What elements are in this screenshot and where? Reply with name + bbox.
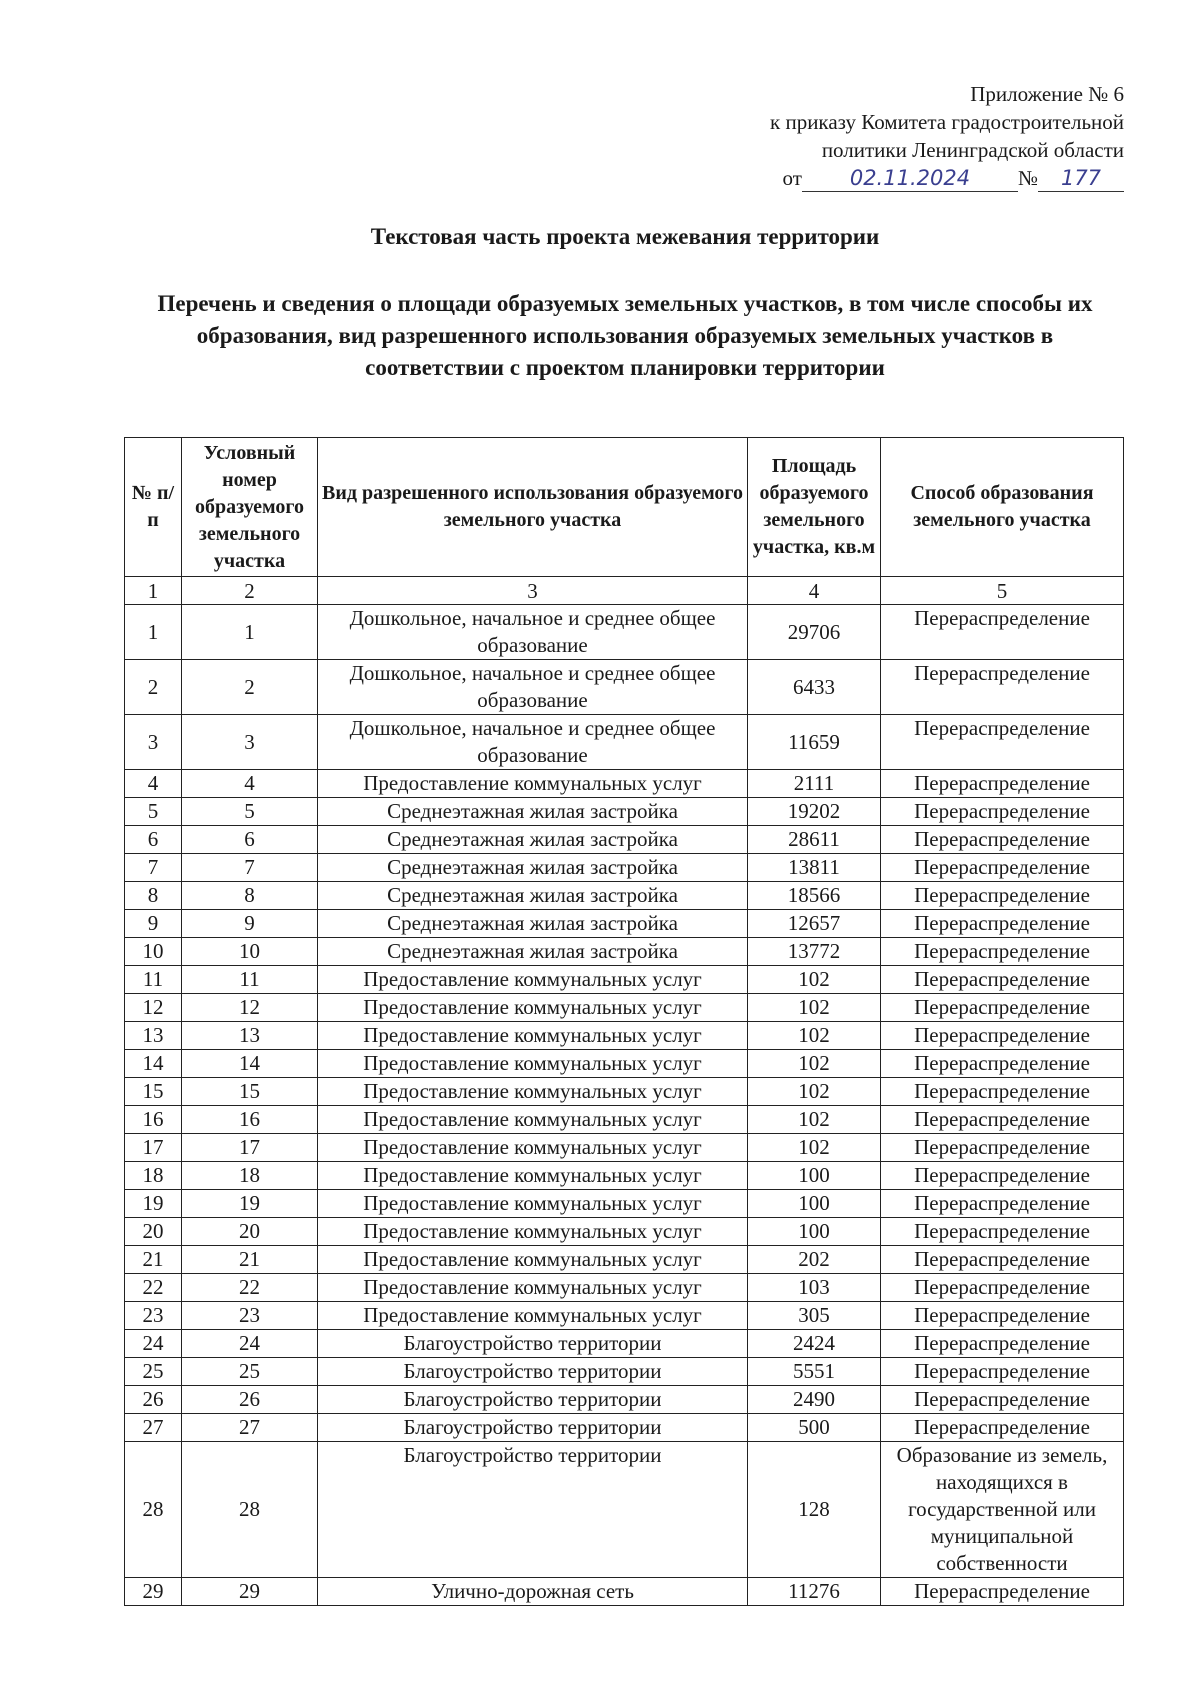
cell-plot-number: 7 <box>182 854 318 882</box>
table-row <box>125 660 1124 715</box>
cell-row-number: 12 <box>125 994 182 1022</box>
cell-area: 100 <box>748 1162 881 1190</box>
cell-row-number: 26 <box>125 1386 182 1414</box>
cell-plot-number: 10 <box>182 938 318 966</box>
cell-plot-number: 3 <box>182 715 318 770</box>
cell-area: 102 <box>748 994 881 1022</box>
table-row <box>125 1106 1124 1134</box>
table-row <box>125 1162 1124 1190</box>
table-row <box>125 715 1124 770</box>
cell-area: 202 <box>748 1246 881 1274</box>
cell-area: 11276 <box>748 1578 881 1606</box>
cell-row-number: 18 <box>125 1162 182 1190</box>
cell-formation-method: Перераспределение <box>881 966 1124 994</box>
cell-permitted-use: Среднеэтажная жилая застройка <box>318 882 748 910</box>
cell-row-number: 19 <box>125 1190 182 1218</box>
cell-row-number: 11 <box>125 966 182 994</box>
cell-plot-number: 12 <box>182 994 318 1022</box>
cell-formation-method: Перераспределение <box>881 1414 1124 1442</box>
appendix-header <box>770 80 1124 192</box>
cell-row-number: 13 <box>125 1022 182 1050</box>
cell-formation-method: Перераспределение <box>881 1022 1124 1050</box>
document-title: Текстовая часть проекта межевания территории <box>370 224 880 249</box>
cell-area: 13811 <box>748 854 881 882</box>
cell-row-number: 27 <box>125 1414 182 1442</box>
cell-area: 2424 <box>748 1330 881 1358</box>
cell-permitted-use: Предоставление коммунальных услуг <box>318 1218 748 1246</box>
table-row <box>125 966 1124 994</box>
cell-area: 28611 <box>748 826 881 854</box>
header-plot-number: Условный номер образуемого земельного участка <box>182 438 318 577</box>
cell-area: 11659 <box>748 715 881 770</box>
cell-plot-number: 17 <box>182 1134 318 1162</box>
cell-permitted-use: Дошкольное, начальное и среднее общее образование <box>318 715 748 770</box>
cell-permitted-use: Благоустройство территории <box>318 1414 748 1442</box>
table-row <box>125 1218 1124 1246</box>
cell-formation-method: Перераспределение <box>881 882 1124 910</box>
cell-permitted-use: Предоставление коммунальных услуг <box>318 1246 748 1274</box>
cell-area: 102 <box>748 1134 881 1162</box>
column-index: 4 <box>748 577 881 605</box>
cell-plot-number: 22 <box>182 1274 318 1302</box>
cell-permitted-use: Предоставление коммунальных услуг <box>318 1162 748 1190</box>
table-row <box>125 1302 1124 1330</box>
table-row <box>125 605 1124 660</box>
table-row <box>125 1330 1124 1358</box>
cell-permitted-use: Среднеэтажная жилая застройка <box>318 910 748 938</box>
land-plots-table <box>124 437 1124 1606</box>
cell-row-number: 9 <box>125 910 182 938</box>
cell-formation-method: Перераспределение <box>881 660 1124 715</box>
table-row <box>125 1578 1124 1606</box>
cell-plot-number: 24 <box>182 1330 318 1358</box>
cell-area: 102 <box>748 1022 881 1050</box>
cell-plot-number: 28 <box>182 1442 318 1578</box>
cell-row-number: 24 <box>125 1330 182 1358</box>
table-row <box>125 1246 1124 1274</box>
cell-formation-method: Перераспределение <box>881 1134 1124 1162</box>
cell-area: 29706 <box>748 605 881 660</box>
cell-formation-method: Перераспределение <box>881 1246 1124 1274</box>
cell-row-number: 5 <box>125 798 182 826</box>
cell-area: 12657 <box>748 910 881 938</box>
cell-formation-method: Перераспределение <box>881 1162 1124 1190</box>
table-row <box>125 1442 1124 1578</box>
cell-row-number: 21 <box>125 1246 182 1274</box>
cell-plot-number: 21 <box>182 1246 318 1274</box>
header-permitted-use: Вид разрешенного использования образуемого земельного участка <box>318 438 748 577</box>
cell-row-number: 16 <box>125 1106 182 1134</box>
cell-permitted-use: Предоставление коммунальных услуг <box>318 1050 748 1078</box>
cell-formation-method: Перераспределение <box>881 854 1124 882</box>
cell-area: 102 <box>748 1078 881 1106</box>
cell-plot-number: 15 <box>182 1078 318 1106</box>
cell-formation-method: Перераспределение <box>881 1302 1124 1330</box>
cell-row-number: 20 <box>125 1218 182 1246</box>
cell-row-number: 7 <box>125 854 182 882</box>
handwritten-date: 02.11.2024 <box>802 165 1018 192</box>
header-row-number: № п/п <box>125 438 182 577</box>
cell-formation-method: Перераспределение <box>881 1218 1124 1246</box>
order-date-number-line <box>770 164 1124 192</box>
table-row <box>125 1386 1124 1414</box>
cell-area: 102 <box>748 1106 881 1134</box>
table-row <box>125 1414 1124 1442</box>
cell-plot-number: 27 <box>182 1414 318 1442</box>
column-index: 3 <box>318 577 748 605</box>
table-row <box>125 882 1124 910</box>
cell-formation-method: Перераспределение <box>881 770 1124 798</box>
cell-plot-number: 5 <box>182 798 318 826</box>
cell-plot-number: 18 <box>182 1162 318 1190</box>
cell-permitted-use: Дошкольное, начальное и среднее общее образование <box>318 605 748 660</box>
cell-area: 2490 <box>748 1386 881 1414</box>
cell-plot-number: 19 <box>182 1190 318 1218</box>
cell-plot-number: 9 <box>182 910 318 938</box>
cell-permitted-use: Предоставление коммунальных услуг <box>318 1274 748 1302</box>
cell-area: 5551 <box>748 1358 881 1386</box>
number-prefix: № <box>1017 166 1038 190</box>
table-row <box>125 1022 1124 1050</box>
cell-plot-number: 2 <box>182 660 318 715</box>
cell-formation-method: Перераспределение <box>881 1330 1124 1358</box>
cell-area: 100 <box>748 1218 881 1246</box>
table-row <box>125 854 1124 882</box>
cell-permitted-use: Среднеэтажная жилая застройка <box>318 938 748 966</box>
cell-permitted-use: Предоставление коммунальных услуг <box>318 1106 748 1134</box>
cell-permitted-use: Улично-дорожная сеть <box>318 1578 748 1606</box>
cell-area: 6433 <box>748 660 881 715</box>
cell-area: 128 <box>748 1442 881 1578</box>
cell-row-number: 3 <box>125 715 182 770</box>
cell-area: 102 <box>748 1050 881 1078</box>
cell-formation-method: Перераспределение <box>881 1274 1124 1302</box>
table-header-row <box>125 438 1124 577</box>
header-formation-method: Способ образования земельного участка <box>881 438 1124 577</box>
cell-permitted-use: Благоустройство территории <box>318 1442 748 1578</box>
cell-plot-number: 8 <box>182 882 318 910</box>
column-index: 5 <box>881 577 1124 605</box>
table-row <box>125 1358 1124 1386</box>
cell-row-number: 28 <box>125 1442 182 1578</box>
cell-row-number: 2 <box>125 660 182 715</box>
cell-area: 2111 <box>748 770 881 798</box>
cell-permitted-use: Предоставление коммунальных услуг <box>318 966 748 994</box>
cell-area: 500 <box>748 1414 881 1442</box>
cell-plot-number: 11 <box>182 966 318 994</box>
table-row <box>125 1134 1124 1162</box>
cell-permitted-use: Предоставление коммунальных услуг <box>318 1134 748 1162</box>
cell-row-number: 1 <box>125 605 182 660</box>
cell-plot-number: 1 <box>182 605 318 660</box>
cell-area: 13772 <box>748 938 881 966</box>
column-index: 2 <box>182 577 318 605</box>
header-area: Площадь образуемого земельного участка, кв.м <box>748 438 881 577</box>
cell-formation-method: Перераспределение <box>881 715 1124 770</box>
cell-permitted-use: Благоустройство территории <box>318 1358 748 1386</box>
cell-permitted-use: Предоставление коммунальных услуг <box>318 1022 748 1050</box>
table-row <box>125 770 1124 798</box>
table-row <box>125 1190 1124 1218</box>
table-row <box>125 1078 1124 1106</box>
cell-row-number: 8 <box>125 882 182 910</box>
cell-permitted-use: Среднеэтажная жилая застройка <box>318 798 748 826</box>
document-subtitle: Перечень и сведения о площади образуемых земельных участков, в том числе способы их образования, вид разрешенного использования образуемых земельных участков в соответствии с проектом планировки территории <box>157 291 1093 380</box>
cell-area: 100 <box>748 1190 881 1218</box>
table-row <box>125 910 1124 938</box>
cell-plot-number: 13 <box>182 1022 318 1050</box>
cell-formation-method: Перераспределение <box>881 994 1124 1022</box>
table-row <box>125 826 1124 854</box>
table-row <box>125 798 1124 826</box>
cell-formation-method: Перераспределение <box>881 910 1124 938</box>
cell-formation-method: Перераспределение <box>881 1078 1124 1106</box>
cell-formation-method: Перераспределение <box>881 938 1124 966</box>
cell-plot-number: 25 <box>182 1358 318 1386</box>
cell-area: 103 <box>748 1274 881 1302</box>
cell-formation-method: Перераспределение <box>881 1050 1124 1078</box>
cell-row-number: 25 <box>125 1358 182 1386</box>
cell-plot-number: 14 <box>182 1050 318 1078</box>
cell-formation-method: Перераспределение <box>881 1106 1124 1134</box>
cell-permitted-use: Предоставление коммунальных услуг <box>318 770 748 798</box>
cell-permitted-use: Предоставление коммунальных услуг <box>318 1302 748 1330</box>
cell-permitted-use: Предоставление коммунальных услуг <box>318 1078 748 1106</box>
cell-formation-method: Образование из земель, находящихся в государственной или муниципальной собственности <box>881 1442 1124 1578</box>
appendix-number: Приложение № 6 <box>970 82 1124 106</box>
cell-area: 305 <box>748 1302 881 1330</box>
cell-permitted-use: Благоустройство территории <box>318 1330 748 1358</box>
order-reference-line-1: к приказу Комитета градостроительной <box>770 110 1124 134</box>
handwritten-number: 177 <box>1038 165 1124 192</box>
cell-plot-number: 6 <box>182 826 318 854</box>
cell-formation-method: Перераспределение <box>881 1358 1124 1386</box>
table-row <box>125 938 1124 966</box>
cell-row-number: 14 <box>125 1050 182 1078</box>
cell-formation-method: Перераспределение <box>881 798 1124 826</box>
cell-permitted-use: Предоставление коммунальных услуг <box>318 994 748 1022</box>
cell-area: 102 <box>748 966 881 994</box>
cell-area: 18566 <box>748 882 881 910</box>
cell-formation-method: Перераспределение <box>881 826 1124 854</box>
cell-row-number: 22 <box>125 1274 182 1302</box>
cell-permitted-use: Предоставление коммунальных услуг <box>318 1190 748 1218</box>
table-body <box>125 605 1124 1606</box>
cell-row-number: 4 <box>125 770 182 798</box>
cell-plot-number: 20 <box>182 1218 318 1246</box>
date-prefix: от <box>782 166 802 190</box>
cell-row-number: 23 <box>125 1302 182 1330</box>
cell-plot-number: 23 <box>182 1302 318 1330</box>
cell-row-number: 6 <box>125 826 182 854</box>
cell-permitted-use: Благоустройство территории <box>318 1386 748 1414</box>
column-index-row <box>125 577 1124 605</box>
cell-row-number: 29 <box>125 1578 182 1606</box>
column-index: 1 <box>125 577 182 605</box>
cell-row-number: 10 <box>125 938 182 966</box>
cell-plot-number: 16 <box>182 1106 318 1134</box>
cell-permitted-use: Среднеэтажная жилая застройка <box>318 854 748 882</box>
table-row <box>125 1274 1124 1302</box>
cell-plot-number: 26 <box>182 1386 318 1414</box>
cell-row-number: 15 <box>125 1078 182 1106</box>
cell-formation-method: Перераспределение <box>881 605 1124 660</box>
cell-formation-method: Перераспределение <box>881 1190 1124 1218</box>
cell-permitted-use: Дошкольное, начальное и среднее общее образование <box>318 660 748 715</box>
table-row <box>125 1050 1124 1078</box>
order-reference-line-2: политики Ленинградской области <box>821 138 1124 162</box>
cell-formation-method: Перераспределение <box>881 1578 1124 1606</box>
cell-plot-number: 4 <box>182 770 318 798</box>
cell-row-number: 17 <box>125 1134 182 1162</box>
cell-area: 19202 <box>748 798 881 826</box>
cell-plot-number: 29 <box>182 1578 318 1606</box>
table-row <box>125 994 1124 1022</box>
cell-permitted-use: Среднеэтажная жилая застройка <box>318 826 748 854</box>
cell-formation-method: Перераспределение <box>881 1386 1124 1414</box>
